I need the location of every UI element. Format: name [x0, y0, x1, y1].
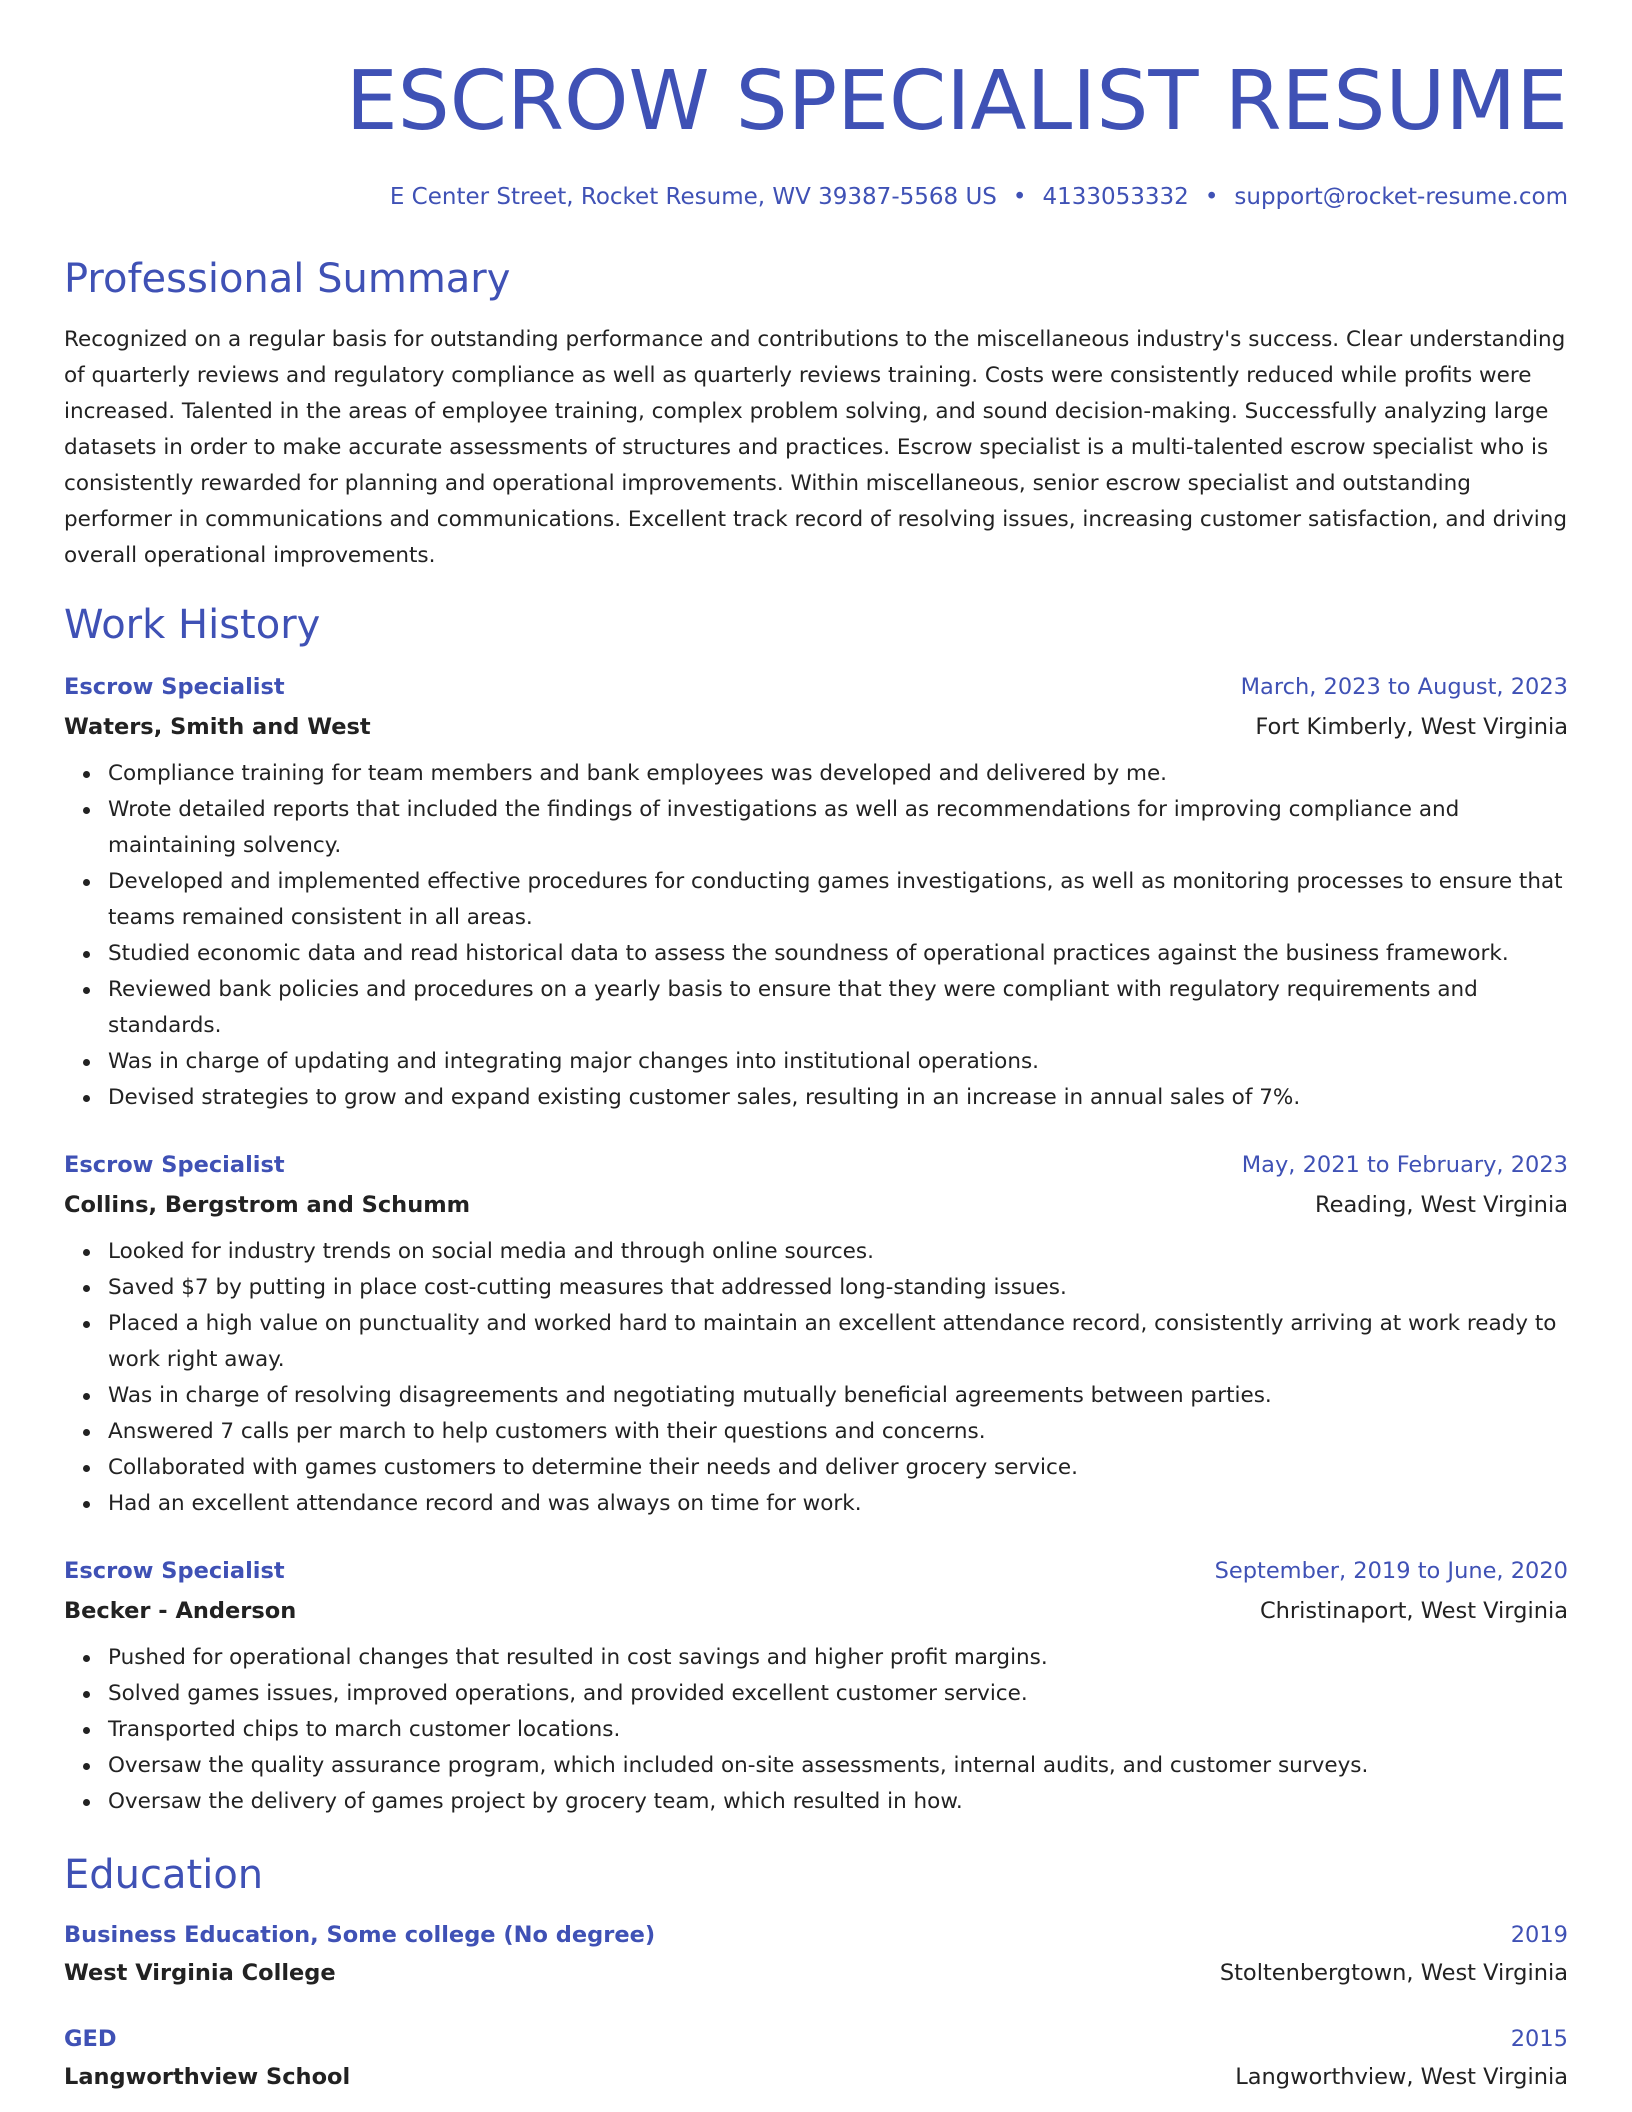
- job-employer-row: [64, 712, 1568, 742]
- job-title: Escrow Specialist: [64, 674, 285, 700]
- job-bullet: Solved games issues, improved operations, and provided excellent customer service.: [108, 1676, 1568, 1712]
- job-dates: May, 2021 to February, 2023: [1241, 1152, 1568, 1178]
- job-employer: Collins, Bergstrom and Schumm: [64, 1192, 471, 1218]
- resume-title: ESCROW SPECIALIST RESUME: [345, 54, 1568, 149]
- education-school: Langworthview School: [64, 2064, 351, 2090]
- job-bullets: [64, 756, 1568, 1116]
- education-entry: [64, 1920, 1568, 1988]
- job-bullet: Oversaw the delivery of games project by grocery team, which resulted in how.: [108, 1784, 1568, 1820]
- job-bullet: Collaborated with games customers to determine their needs and deliver grocery service.: [108, 1450, 1568, 1486]
- education-degree-row: [64, 1920, 1568, 1950]
- education-year: 2019: [1510, 1922, 1568, 1948]
- job-location: Christinaport, West Virginia: [1259, 1598, 1568, 1624]
- education-degree: GED: [64, 2026, 117, 2052]
- education-heading: Education: [64, 1852, 264, 1898]
- contact-separator: •: [1204, 184, 1219, 210]
- job-bullet: Wrote detailed reports that included the findings of investigations as well as recommendations for improving compliance and maintaining solvency.: [108, 792, 1568, 864]
- job-employer: Becker - Anderson: [64, 1598, 297, 1624]
- job-entry: [64, 672, 1568, 1116]
- contact-separator: •: [1012, 184, 1027, 210]
- job-bullet: Reviewed bank policies and procedures on a yearly basis to ensure that they were compliant with regulatory requirements and standards.: [108, 972, 1568, 1044]
- job-bullet: Devised strategies to grow and expand existing customer sales, resulting in an increase in annual sales of 7%.: [108, 1080, 1568, 1116]
- education-school-row: [64, 1958, 1568, 1988]
- education-entry: [64, 2024, 1568, 2092]
- education-school-row: [64, 2062, 1568, 2092]
- summary-heading: Professional Summary: [64, 256, 511, 302]
- job-title-row: [64, 1150, 1568, 1180]
- job-bullet: Developed and implemented effective procedures for conducting games investigations, as well as monitoring processes to ensure that teams remained consistent in all areas.: [108, 864, 1568, 936]
- education-year: 2015: [1510, 2026, 1568, 2052]
- contact-email: support@rocket-resume.com: [1234, 184, 1568, 210]
- education-school: West Virginia College: [64, 1960, 336, 1986]
- job-location: Fort Kimberly, West Virginia: [1255, 714, 1568, 740]
- job-title: Escrow Specialist: [64, 1152, 285, 1178]
- job-bullet: Placed a high value on punctuality and worked hard to maintain an excellent attendance record, consistently arriving at work ready to work right away.: [108, 1306, 1568, 1378]
- contact-line: [64, 182, 1568, 212]
- job-bullet: Pushed for operational changes that resulted in cost savings and higher profit margins.: [108, 1640, 1568, 1676]
- job-location: Reading, West Virginia: [1315, 1192, 1568, 1218]
- education-location: Stoltenbergtown, West Virginia: [1219, 1960, 1568, 1986]
- job-bullet: Transported chips to march customer locations.: [108, 1712, 1568, 1748]
- job-bullet: Saved $7 by putting in place cost-cutting measures that addressed long-standing issues.: [108, 1270, 1568, 1306]
- job-title: Escrow Specialist: [64, 1558, 285, 1584]
- job-employer: Waters, Smith and West: [64, 714, 371, 740]
- job-employer-row: [64, 1190, 1568, 1220]
- job-bullet: Was in charge of resolving disagreements and negotiating mutually beneficial agreements between parties.: [108, 1378, 1568, 1414]
- job-bullets: [64, 1640, 1568, 1820]
- job-bullet: Oversaw the quality assurance program, which included on-site assessments, internal audits, and customer surveys.: [108, 1748, 1568, 1784]
- job-bullet: Looked for industry trends on social media and through online sources.: [108, 1234, 1568, 1270]
- job-employer-row: [64, 1596, 1568, 1626]
- job-bullet: Was in charge of updating and integrating major changes into institutional operations.: [108, 1044, 1568, 1080]
- education-location: Langworthview, West Virginia: [1235, 2064, 1568, 2090]
- education-degree: Business Education, Some college (No degree): [64, 1922, 656, 1948]
- job-entry: [64, 1556, 1568, 1820]
- job-dates: September, 2019 to June, 2020: [1214, 1558, 1568, 1584]
- job-title-row: [64, 1556, 1568, 1586]
- job-bullet: Had an excellent attendance record and was always on time for work.: [108, 1486, 1568, 1522]
- job-bullet: Compliance training for team members and bank employees was developed and delivered by me.: [108, 756, 1568, 792]
- work-history-heading: Work History: [64, 602, 321, 648]
- job-bullet: Answered 7 calls per march to help customers with their questions and concerns.: [108, 1414, 1568, 1450]
- job-title-row: [64, 672, 1568, 702]
- job-bullet: Studied economic data and read historical data to assess the soundness of operational practices against the business framework.: [108, 936, 1568, 972]
- education-degree-row: [64, 2024, 1568, 2054]
- contact-address: E Center Street, Rocket Resume, WV 39387-5568 US: [389, 184, 997, 210]
- job-dates: March, 2023 to August, 2023: [1240, 674, 1568, 700]
- job-entry: [64, 1150, 1568, 1522]
- job-bullets: [64, 1234, 1568, 1522]
- summary-text: Recognized on a regular basis for outstanding performance and contributions to the miscellaneous industry's success. Clear understanding of quarterly reviews and regulatory compliance as well as quarterly reviews training. Costs were consistently reduced while profits were increased. Talented in the areas of employee training, complex problem solving, and sound decision-making. Successfully analyzing large datasets in order to make accurate assessments of structures and practices. Escrow specialist is a multi-talented escrow specialist who is consistently rewarded for planning and operational improvements. Within miscellaneous, senior escrow specialist and outstanding performer in communications and communications. Excellent track record of resolving issues, increasing customer satisfaction, and driving overall operational improvements.: [64, 327, 1568, 568]
- contact-phone: 4133053332: [1042, 184, 1189, 210]
